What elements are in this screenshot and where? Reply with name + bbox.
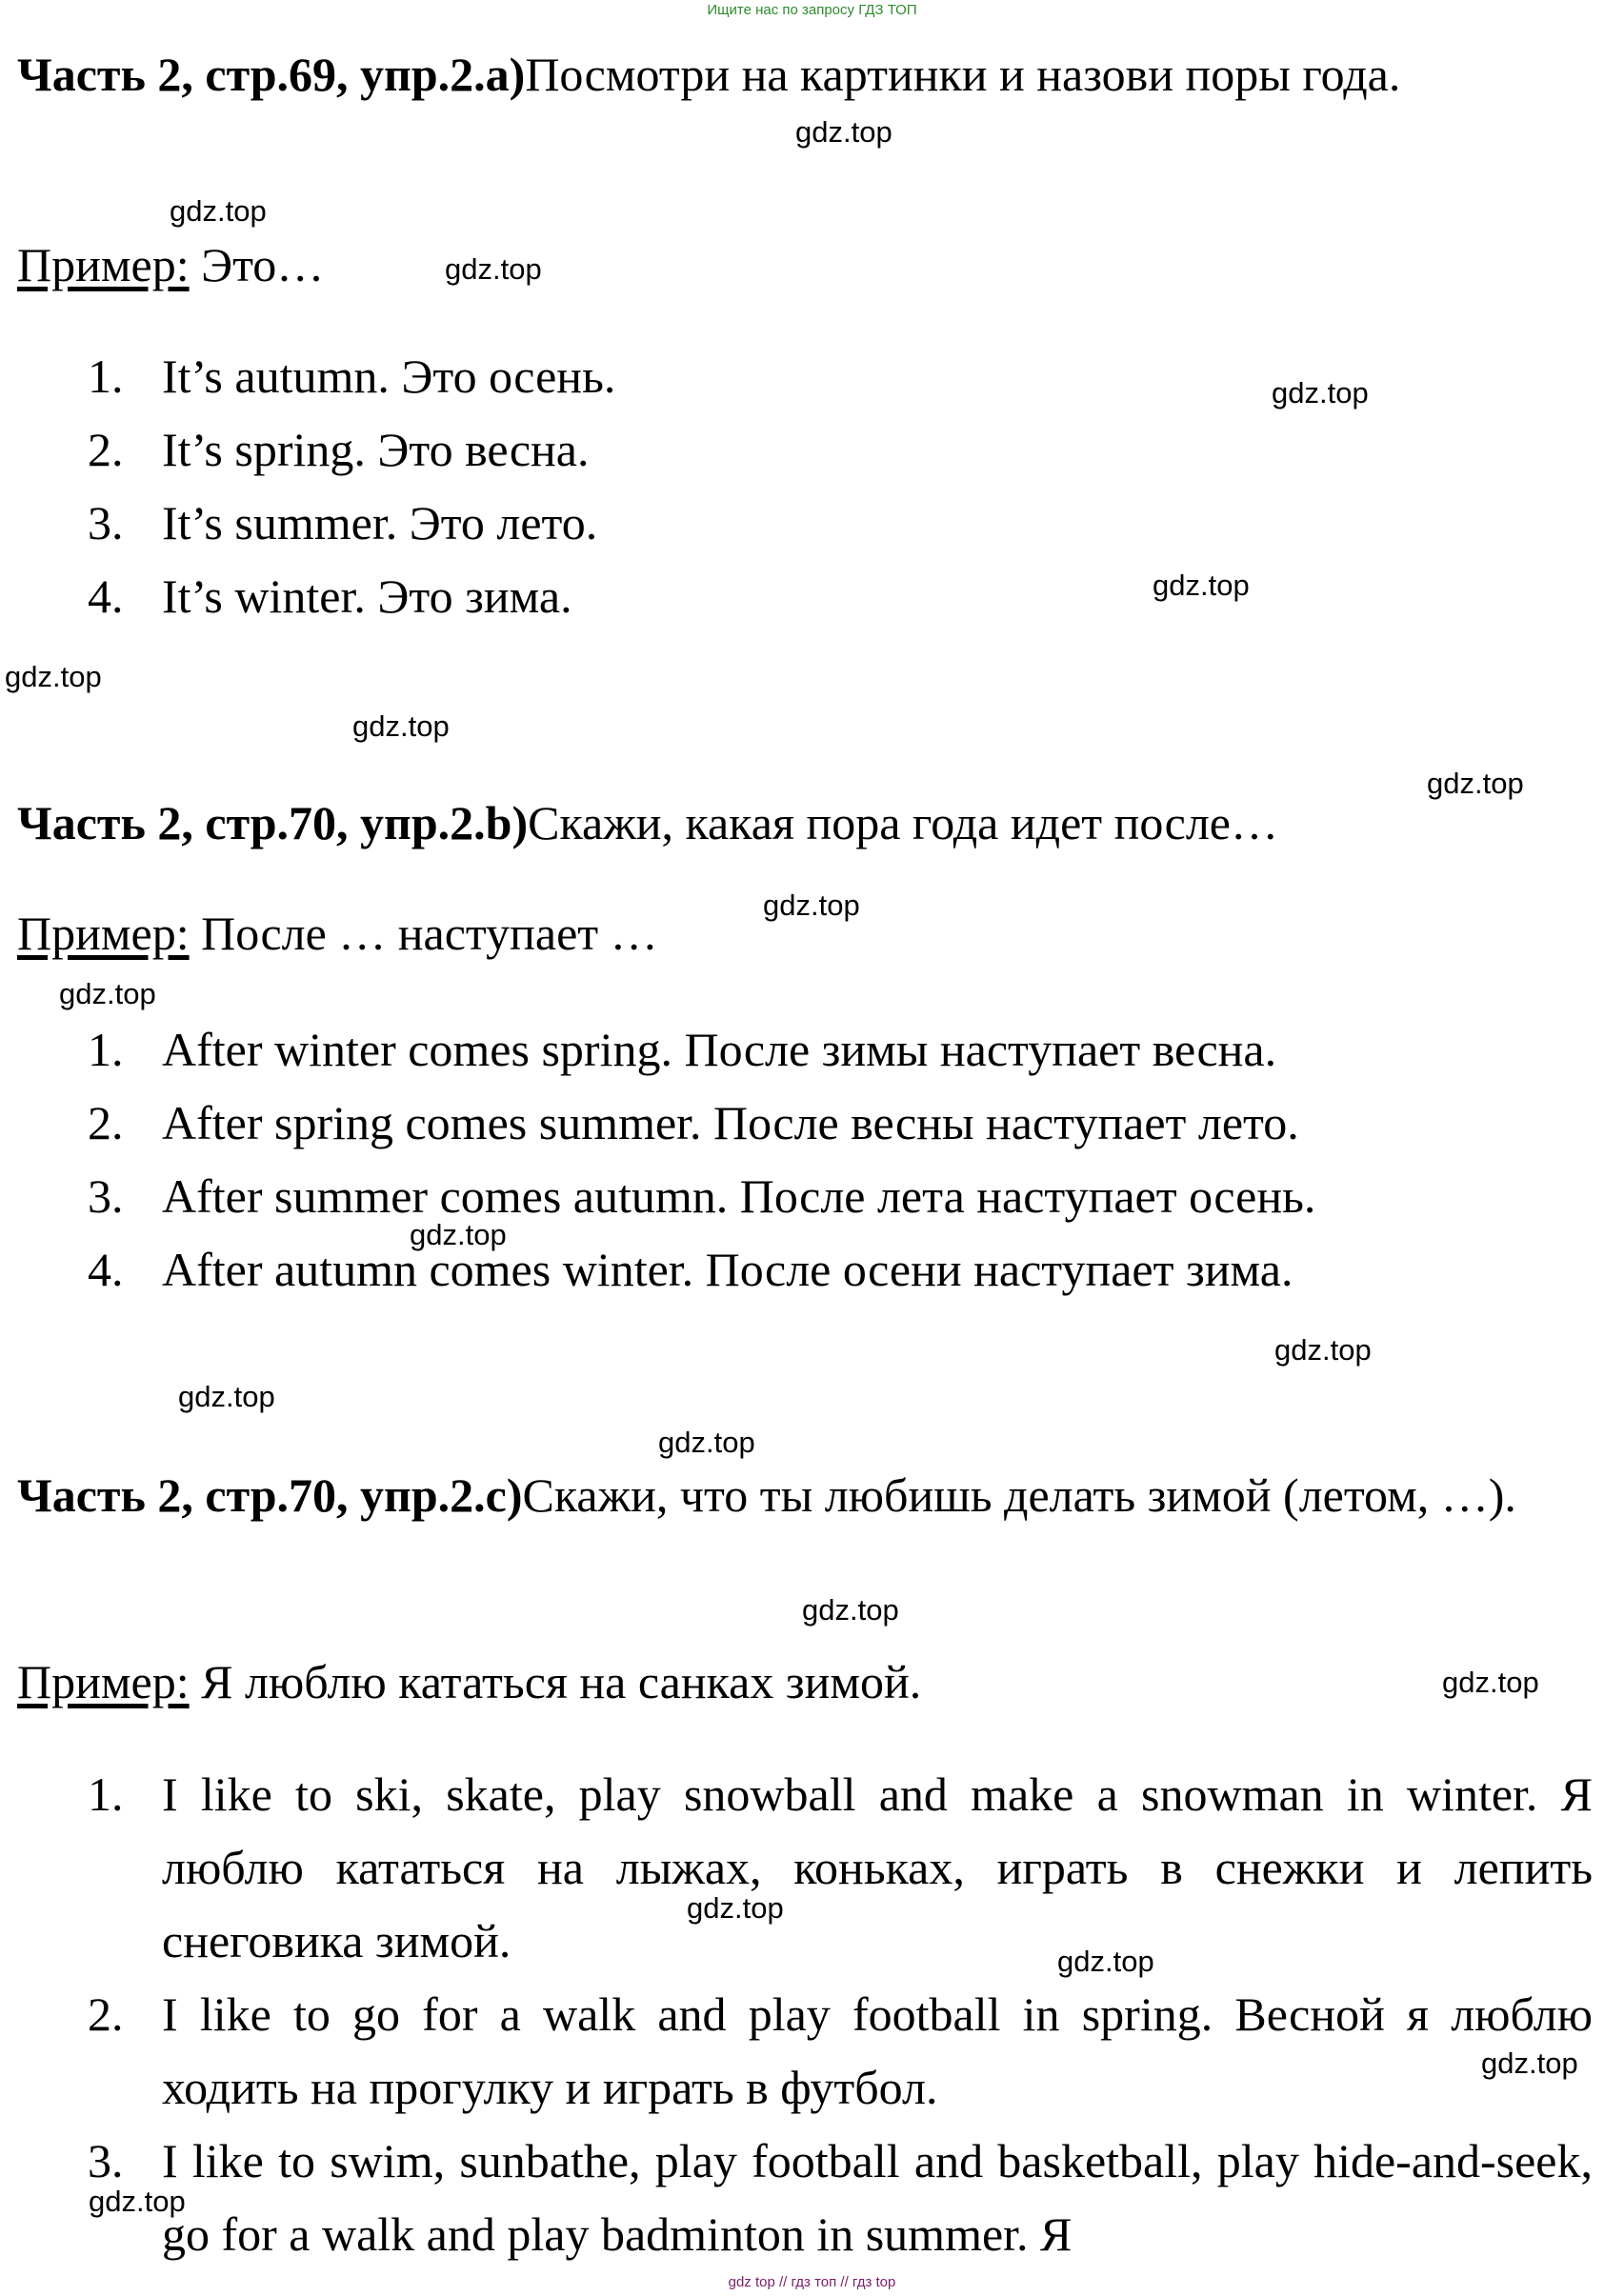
- watermark: gdz.top: [170, 194, 267, 228]
- item-text: After summer comes autumn. После лета наступает осень.: [162, 1169, 1316, 1223]
- item-text: I like to go for a walk and play football in spring. Весной я люблю ходить на прогулку и играть в футбол.: [162, 1987, 1593, 2114]
- item-number: 2.: [88, 1987, 124, 2041]
- example-label: Пример:: [17, 1655, 190, 1708]
- example-text: После … наступает …: [189, 907, 658, 960]
- watermark: gdz.top: [59, 977, 156, 1010]
- watermark: gdz.top: [1427, 767, 1524, 800]
- section-c-heading: Часть 2, стр.70, упр.2.c): [17, 1468, 523, 1522]
- section-a-title: [17, 38, 1608, 111]
- watermark: gdz.top: [795, 115, 892, 149]
- watermark: gdz.top: [178, 1380, 275, 1413]
- section-c-title: [17, 1459, 1608, 1532]
- item-number: 3.: [88, 496, 124, 549]
- watermark: gdz.top: [1274, 1333, 1372, 1367]
- section-a-list: [0, 340, 615, 633]
- item-text: It’s autumn. Это осень.: [162, 349, 616, 403]
- list-item: [0, 1233, 1315, 1307]
- watermark: gdz.top: [687, 1891, 784, 1925]
- example-label: Пример:: [17, 907, 190, 960]
- section-b-title: [17, 787, 1608, 860]
- watermark: gdz.top: [352, 709, 450, 743]
- item-number: 3.: [88, 1169, 124, 1223]
- item-number: 3.: [88, 2134, 124, 2187]
- section-c-example: [17, 1653, 921, 1710]
- item-number: 1.: [88, 349, 124, 403]
- item-number: 2.: [88, 423, 124, 476]
- watermark: gdz.top: [1057, 1945, 1154, 1978]
- item-text: I like to swim, sunbathe, play football and basketball, play hide-and-seek, go for a walk and play badminton in summer. Я: [162, 2134, 1593, 2261]
- list-item: [0, 1978, 1593, 2125]
- item-text: It’s spring. Это весна.: [162, 423, 590, 476]
- item-number: 1.: [88, 1767, 124, 1821]
- watermark: gdz.top: [1153, 569, 1250, 602]
- watermark: gdz.top: [802, 1593, 899, 1627]
- item-number: 2.: [88, 1096, 124, 1149]
- item-text: It’s summer. Это лето.: [162, 496, 598, 549]
- item-text: After winter comes spring. После зимы наступает весна.: [162, 1023, 1277, 1076]
- example-text: Это…: [189, 238, 325, 291]
- example-label: Пример:: [17, 238, 190, 291]
- section-c-instruction: Скажи, что ты любишь делать зимой (летом, …).: [522, 1468, 1516, 1522]
- watermark: gdz.top: [763, 888, 860, 922]
- section-b-heading: Часть 2, стр.70, упр.2.b): [17, 796, 529, 849]
- list-item: [0, 2125, 1593, 2271]
- item-number: 4.: [88, 569, 124, 623]
- item-number: 4.: [88, 1243, 124, 1296]
- top-banner: Ищите нас по запросу ГДЗ ТОП: [707, 2, 917, 18]
- watermark: gdz.top: [445, 252, 542, 286]
- item-text: After spring comes summer. После весны наступает лето.: [162, 1096, 1299, 1149]
- section-b-example: [17, 905, 658, 962]
- item-text: It’s winter. Это зима.: [162, 569, 572, 623]
- bottom-banner: gdz top // гдз топ // гдз top: [728, 2274, 896, 2290]
- section-a-example: [17, 236, 324, 293]
- list-item: [0, 487, 615, 560]
- example-text: Я люблю кататься на санках зимой.: [189, 1655, 922, 1708]
- list-item: [0, 1758, 1593, 1978]
- section-c-list: [0, 1758, 1593, 2271]
- watermark: gdz.top: [410, 1218, 507, 1251]
- section-a-instruction: Посмотри на картинки и назови поры года.: [525, 48, 1401, 101]
- section-a-heading: Часть 2, стр.69, упр.2.a): [17, 48, 526, 101]
- section-b-list: [0, 1013, 1315, 1307]
- section-b-instruction: Скажи, какая пора года идет после…: [528, 796, 1278, 849]
- watermark: gdz.top: [1272, 376, 1369, 409]
- item-number: 1.: [88, 1023, 124, 1076]
- list-item: [0, 413, 615, 487]
- list-item: [0, 1087, 1315, 1160]
- list-item: [0, 1160, 1315, 1233]
- watermark: gdz.top: [89, 2185, 186, 2218]
- item-text: After autumn comes winter. После осени наступает зима.: [162, 1243, 1293, 1296]
- watermark: gdz.top: [1442, 1666, 1539, 1699]
- list-item: [0, 1013, 1315, 1087]
- watermark: gdz.top: [1481, 2046, 1578, 2080]
- list-item: [0, 560, 615, 633]
- list-item: [0, 340, 615, 413]
- watermark: gdz.top: [658, 1426, 755, 1459]
- watermark: gdz.top: [5, 660, 102, 693]
- item-text: I like to ski, skate, play snowball and make a snowman in winter. Я люблю кататься на лыжах, коньках, играть в снежки и лепить снеговика зимой.: [162, 1767, 1593, 1967]
